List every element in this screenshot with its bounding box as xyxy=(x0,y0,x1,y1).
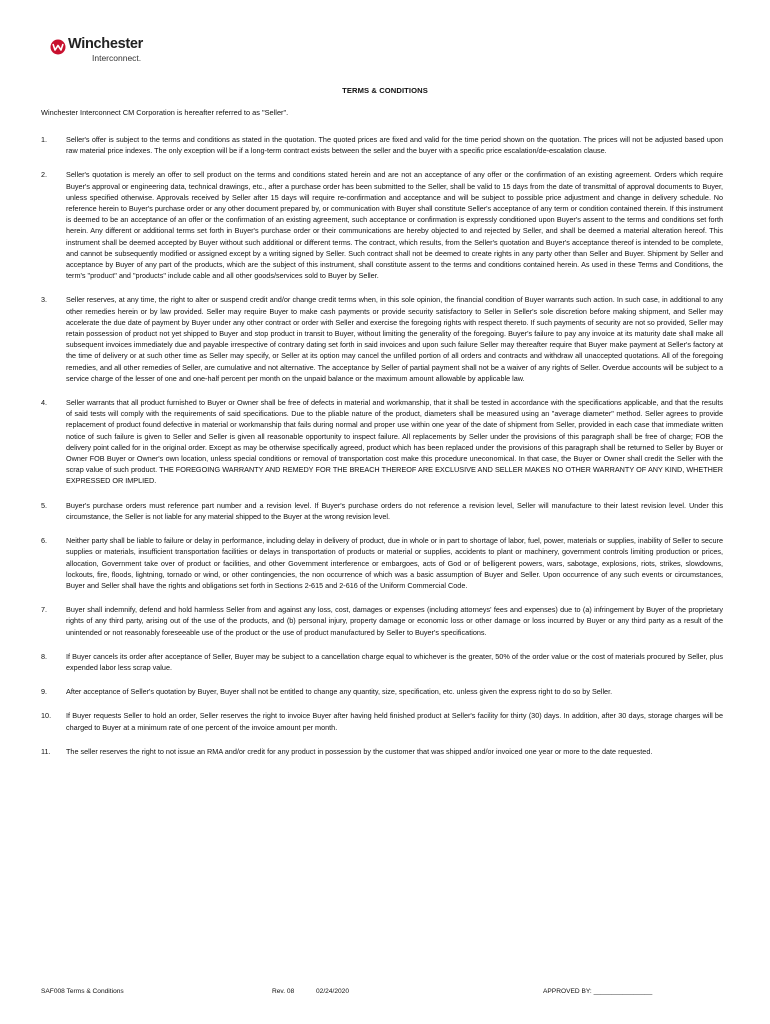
clause-number: 8. xyxy=(41,651,48,661)
clause-7 xyxy=(41,604,723,638)
footer-date: 02/24/2020 xyxy=(316,988,350,995)
clause-number: 10. xyxy=(41,711,52,721)
clause-text: Buyer's purchase orders must reference part number and a revision level. If Buyer's purchase orders do not reference a revision level, Seller will manufacture to their latest revision level. Under this circumstance, the Seller is not liable for any material shipped to the Buyer at the wrong revision level. xyxy=(66,500,723,521)
clause-number: 3. xyxy=(41,295,48,305)
clause-text: Seller warrants that all product furnished to Buyer or Owner shall be free of defects in material and workmanship, that it shall be tested in accordance with the specifications applicable, and that the results of said tests will comply with the requirements of said specifications. Due to the pliable nature of the product, diameters shall be measured using an "average diameter" method. Seller agrees to provide replacement of product found defective in material or workmanship that fails during normal and proper use within one year of the date of shipment from Seller, provided in each case that immediate written notice of such failure is given to Seller and Seller is given all reasonable opportunity to inspect failure. All replacements by Seller under the provisions of this paragraph shall be free of charge; FOB the delivery point called for in the original order. Except as may be otherwise specifically agreed, product which has been replaced under the provisions of this paragraph shall be returned to Seller by Buyer or Owner FOB Buyer or Owner's own location, unless special conditions or removal of transportation cost make this procedure uneconomical. In that case, the Buyer or Owner shall credit the Seller with the scrap value of such product. THE FOREGOING WARRANTY AND REMEDY FOR THE BREACH THEREOF ARE EXCLUSIVE AND SELLER MAKES NO OTHER WARRANTY OF ANY KIND, WHETHER EXPRESSED OR IMPLIED. xyxy=(66,398,723,486)
clause-2 xyxy=(41,169,723,281)
clause-list xyxy=(41,134,723,770)
clause-3 xyxy=(41,294,723,384)
clause-text: Seller's offer is subject to the terms and conditions as stated in the quotation. The quoted prices are fixed and valid for the time period shown on the quotation. The prices will not be adjusted based upon raw material price indexes. The only exception will be if a long-term contract exists between the seller and the buyer with a specific price escalation/de-escalation clause. xyxy=(66,135,723,156)
document-title: TERMS & CONDITIONS xyxy=(342,86,428,95)
clause-text: Neither party shall be liable to failure or delay in performance, including delay in delivery of product, due in whole or in part to shortage of labor, fuel, power, materials or supplies, inability of Seller to secure supplies or materials, insufficient transportation facilities or delays in transportation of products or material or supplies, accidents to plant or machinery, government controls limiting production or prices, allocation, Government take over of product or facilities, and other Government interference or embargoes, acts of God or of belligerent powers, wars, sabotage, explosions, riots, strikes, slowdowns, lockouts, fire, floods, lightning, tornado or wind, or other contingencies, the non occurrence of which was a basic assumption of Buyer and Seller. Upon occurrence of any such events or circumstances, Buyer and Seller shall have the rights and obligations set forth in Sections 2-615 and 2-616 of the Uniform Commercial Code. xyxy=(66,536,723,590)
clause-number: 2. xyxy=(41,170,48,180)
logo-name: Winchester xyxy=(68,36,144,52)
clause-number: 9. xyxy=(41,687,48,697)
footer-approved-by: APPROVED BY: ________________ xyxy=(543,988,653,995)
clause-text: The seller reserves the right to not issue an RMA and/or credit for any product in possession by the customer that was shipped and/or invoiced one year or more to the date requested. xyxy=(66,746,653,756)
company-logo xyxy=(50,38,160,64)
clause-text: After acceptance of Seller's quotation by Buyer, Buyer shall not be entitled to change any quantity, size, specification, etc. unless given the express right to do so by Seller. xyxy=(66,687,613,697)
clause-number: 7. xyxy=(41,605,48,615)
logo-subtitle: Interconnect. xyxy=(92,53,142,63)
clause-6 xyxy=(41,535,723,591)
clause-text: Seller reserves, at any time, the right to alter or suspend credit and/or change credit terms when, in this sole opinion, the financial condition of Buyer warrants such action. In such case, in additional to any other remedies herein or by law provided. Seller may require Buyer to make cash payments or provide security satisfactory to Seller in Seller's sole discretion before making shipment, and Seller may accelerate the due date of payment by Buyer under any other contract or order with Seller and exercise the foregoing rights with respect thereto. If such payments of security are not so provided, Seller may retain possession of product not yet shipped to Buyer and stop product in transit to Buyer, without limiting the generality of the foregoing. Buyer's failure to pay any invoice at its maturity date shall make all subsequent invoices immediately due and payable irrespective of contrary dating set forth in said invoices and upon such failure Seller may thereafter require that Buyer make payment at Seller's factory at the time of delivery or at such other time as Seller may specify, or Seller at its option may cancel the unfilled portion of all orders and contracts and withdraw all unaccepted quotations. All of the foregoing remedies, and all other remedies of Seller, are cumulative and not alternative. The acceptance by Seller of partial payment shall not be a waiver of any rights of Seller. Overdue accounts will be subject to a service charge of the lesser of one and one-half percent per month on the unpaid balance or the maximum amount allowable by applicable law. xyxy=(66,295,723,383)
clause-text: Buyer shall indemnify, defend and hold harmless Seller from and against any loss, cost, damages or expenses (including attorneys' fees and expenses) due to (a) infringement by Buyer of the proprietary rights of any third party, arising out of the use of the products, and (b) personal injury, property damage or economic loss or other damage or loss incurred by Buyer or any third party as a result of the unintended or not reasonably foreseeable use of the product or the use of product manufactured by Seller to Buyer's specifications. xyxy=(66,605,723,637)
clause-11 xyxy=(41,746,723,757)
clause-5 xyxy=(41,500,723,522)
clause-text: If Buyer cancels its order after acceptance of Seller, Buyer may be subject to a cancellation charge equal to whichever is the greater, 50% of the order value or the cost of materials procured by Seller, plus expended labor less scrap value. xyxy=(66,651,723,672)
clause-text: If Buyer requests Seller to hold an order, Seller reserves the right to invoice Buyer after having held finished product at Seller's facility for thirty (30) days. In addition, after 30 days, storage charges will be charged to Buyer at a minimum rate of one percent of the invoice amount per month. xyxy=(66,711,723,732)
footer-form-id: SAF008 Terms & Conditions xyxy=(41,988,124,995)
clause-number: 5. xyxy=(41,500,48,510)
clause-text: Seller's quotation is merely an offer to sell product on the terms and conditions stated herein and are not an acceptance of any offer or the confirmation of an existing agreement. Orders which require Buyer's approval or engineering data, technical drawings, etc., after a purchase order has been submitted to the Seller, shall be valid to 15 days from the date of transmittal of approval documents to Buyer, unless specified otherwise. Approvals received by Seller after 15 days will require re-confirmation and acceptance and will be subject to possible price adjustment and change in delivery schedule. No reference herein to Buyer's purchase order or any other document prepared by, or communication with Buyer shall constitute Seller's acceptance of any term or condition contained therein. If this instrument is deemed to be an acceptance of an offer or the confirmation of an existing agreement, such acceptance or confirmation is expressly conditioned upon Buyer's assent to the terms and conditions set forth herein. Any different or additional terms set forth in Buyer's purchase order or their communications are hereby objected to and rejected by Seller, and shall be deemed a material alteration hereof. This instrument shall be deemed accepted by Buyer without such additional or different terms. The contract, which results, from the Seller's quotation and Buyer's acceptance thereof is intended to be complete, and cannot be subsequently modified or assigned except by a writing signed by Seller. Such contract shall not be deemed to create rights in any party other than Seller and Buyer. Shipment by Seller and acceptance by Buyer of any part of the products, which are the subject of this instrument, shall constitute assent to the terms and conditions contained herein. As used in these Terms and Conditions, the term's "product" and "products" include cable and all other goods/services sold to Buyer by Seller. xyxy=(66,170,723,281)
clause-number: 1. xyxy=(41,135,48,144)
clause-10 xyxy=(41,710,723,732)
clause-1 xyxy=(41,134,723,156)
clause-number: 6. xyxy=(41,536,48,546)
footer-revision: Rev. 08 xyxy=(272,988,295,995)
clause-number: 4. xyxy=(41,398,48,408)
intro-paragraph: Winchester Interconnect CM Corporation is hereafter referred to as "Seller". xyxy=(41,108,289,117)
clause-4 xyxy=(41,397,723,487)
clause-8 xyxy=(41,651,723,673)
clause-9 xyxy=(41,686,723,697)
winchester-logo-icon xyxy=(50,39,66,55)
clause-number: 11. xyxy=(41,746,51,756)
